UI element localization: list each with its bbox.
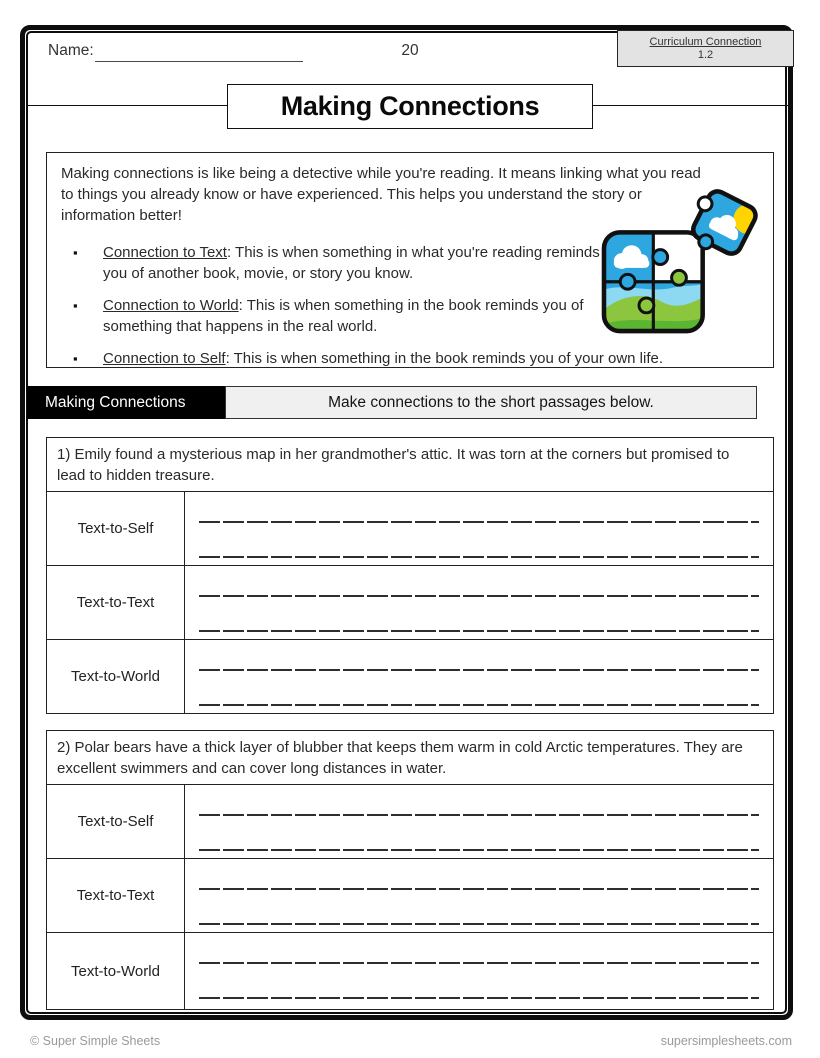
connection-type-label: Text-to-World xyxy=(47,640,185,713)
list-item xyxy=(61,348,759,368)
writing-line[interactable] xyxy=(199,814,759,816)
curriculum-connection-value: 1.2 xyxy=(697,49,714,61)
table-row xyxy=(47,858,773,932)
passage-1-prompt: 1) Emily found a mysterious map in her grandmother's attic. It was torn at the corners but promised to lead to hidden treasure. xyxy=(57,446,730,484)
page-number: 20 xyxy=(401,42,419,59)
table-row xyxy=(47,932,773,1009)
bullet-label: Connection to Text xyxy=(103,244,227,261)
connection-type-label: Text-to-Self xyxy=(47,492,185,565)
writing-line[interactable] xyxy=(199,888,759,890)
passage-2-table xyxy=(46,730,774,1010)
bullet-label: Connection to Self xyxy=(103,350,226,367)
list-item xyxy=(61,295,608,337)
title-box xyxy=(227,84,593,129)
writing-line[interactable] xyxy=(199,849,759,851)
writing-line[interactable] xyxy=(199,669,759,671)
website-link[interactable]: supersimplesheets.com xyxy=(660,1034,792,1048)
list-item xyxy=(61,242,608,284)
puzzle-illustration xyxy=(595,187,761,337)
writing-line[interactable] xyxy=(199,521,759,523)
writing-line[interactable] xyxy=(199,595,759,597)
section-banner-instruction: Make connections to the short passages below. xyxy=(225,386,757,419)
writing-line[interactable] xyxy=(199,630,759,632)
answer-area[interactable] xyxy=(185,859,773,932)
table-row xyxy=(47,784,773,858)
curriculum-connection-box xyxy=(617,30,794,67)
name-input-line[interactable] xyxy=(95,61,303,62)
passage-2-prompt: 2) Polar bears have a thick layer of blubber that keeps them warm in cold Arctic temperatures. They are excellent swimmers and can cover long distances in water. xyxy=(57,739,743,777)
table-row xyxy=(47,565,773,639)
section-banner-title: Making Connections xyxy=(27,386,225,419)
table-row xyxy=(47,639,773,713)
connection-type-label: Text-to-Text xyxy=(47,566,185,639)
curriculum-connection-label: Curriculum Connection xyxy=(649,36,762,48)
connection-type-label: Text-to-Self xyxy=(47,785,185,858)
answer-area[interactable] xyxy=(185,785,773,858)
passage-1-table xyxy=(46,437,774,714)
answer-area[interactable] xyxy=(185,492,773,565)
intro-paragraph: Making connections is like being a detective while you're reading. It means linking what you read to things you already know or have experienced. This helps you understand the story or information better! xyxy=(61,165,701,224)
page-title: Making Connections xyxy=(280,91,540,121)
answer-area[interactable] xyxy=(185,566,773,639)
writing-line[interactable] xyxy=(199,556,759,558)
connection-type-label: Text-to-World xyxy=(47,933,185,1009)
name-label: Name: xyxy=(48,42,94,59)
writing-line[interactable] xyxy=(199,962,759,964)
answer-area[interactable] xyxy=(185,640,773,713)
writing-line[interactable] xyxy=(199,704,759,706)
writing-line[interactable] xyxy=(199,997,759,999)
table-row xyxy=(47,491,773,565)
bullet-text: : This is when something in the book reminds you of your own life. xyxy=(225,350,664,367)
connection-type-label: Text-to-Text xyxy=(47,859,185,932)
copyright-text: © Super Simple Sheets xyxy=(30,1034,161,1048)
bullet-text: : This is when something in the book reminds you of something that happens in the real world. xyxy=(103,297,584,335)
bullet-label: Connection to World xyxy=(103,297,239,314)
answer-area[interactable] xyxy=(185,933,773,1009)
writing-line[interactable] xyxy=(199,923,759,925)
bullet-text: : This is when something in what you're reading reminds you of another book, movie, or story you know. xyxy=(103,244,600,282)
intro-box xyxy=(46,152,774,368)
